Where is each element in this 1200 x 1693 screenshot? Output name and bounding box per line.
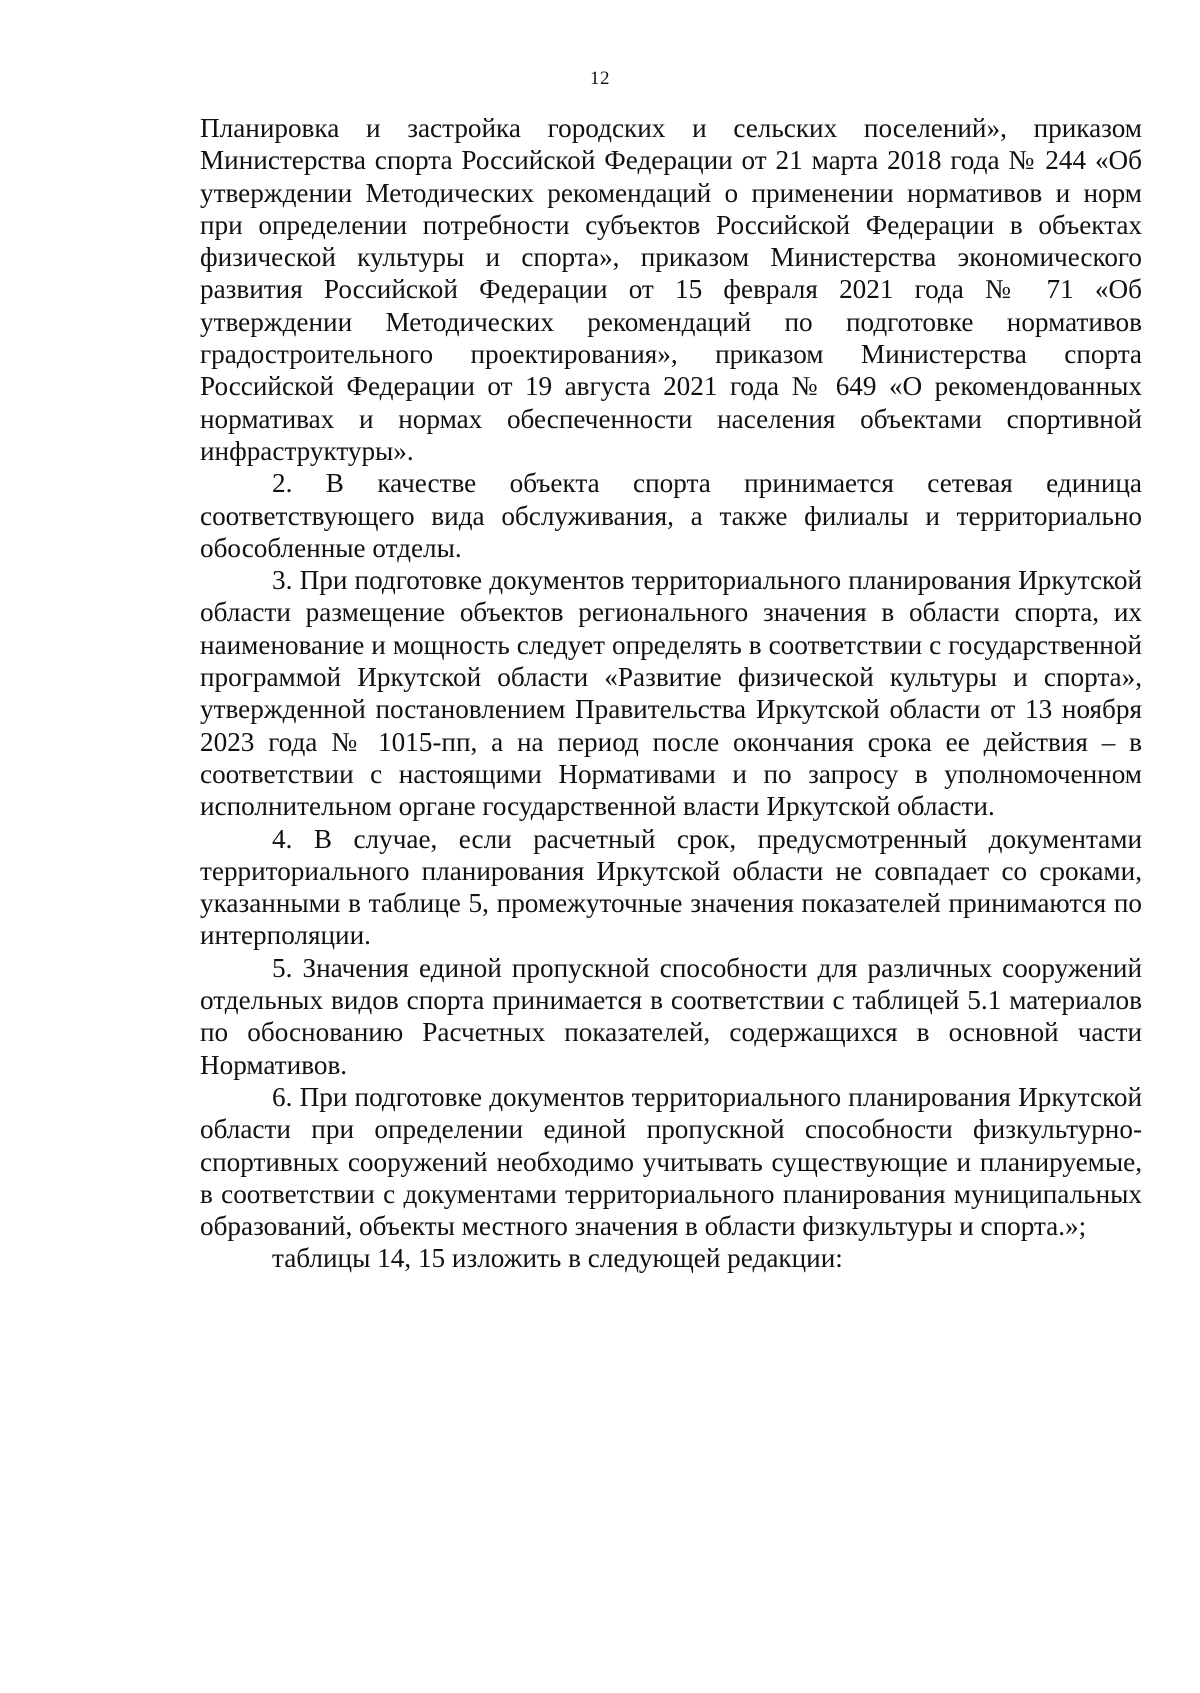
paragraph-item-6: 6. При подготовке документов территориального планирования Иркутской области при определении единой пропускной способности физкультурно-спортивных сооружений необходимо учитывать существующие и планируемые, в соответствии с документами территориального планирования муниципальных образований, объекты местного значения в области физкультуры и спорта.»; [200, 1081, 1142, 1242]
paragraph-tables-note: таблицы 14, 15 изложить в следующей редакции: [272, 1243, 843, 1274]
paragraph-item-5: 5. Значения единой пропускной способности для различных сооружений отдельных видов спорта принимается в соответствии с таблицей 5.1 материалов по обоснованию Расчетных показателей, содержащихся в основной части Нормативов. [200, 952, 1142, 1080]
paragraph-item-2: 2. В качестве объекта спорта принимается сетевая единица соответствующего вида обслуживания, а также филиалы и территориально обособленные отделы. [200, 468, 1142, 563]
paragraph-item-3: 3. При подготовке документов территориального планирования Иркутской области размещение объектов регионального значения в области спорта, их наименование и мощность следует определять в соответствии с государственной программой Иркутской области «Развитие физической культуры и спорта», утвержденной постановлением Правительства Иркутской области от 13 ноября 2023 года № 1015-пп, а на период после окончания срока ее действия – в соответствии с настоящими Нормативами и по запросу в уполномоченном исполнительном органе государственной власти Иркутской области. [200, 565, 1142, 822]
paragraph-continuation: Планировка и застройка городских и сельских поселений», приказом Министерства спорта Российской Федерации от 21 марта 2018 года № 244 «Об утверждении Методических рекомендаций о применении нормативов и норм при определении потребности субъектов Российской Федерации в объектах физической культуры и спорта», приказом Министерства экономического развития Российской Федерации от 15 февраля 2021 года № 71 «Об утверждении Методических рекомендаций по подготовке нормативов градостроительного проектирования», приказом Министерства спорта Российской Федерации от 19 августа 2021 года № 649 «О рекомендованных нормативах и нормах обеспеченности населения объектами спортивной инфраструктуры». [200, 113, 1142, 466]
paragraph-item-4: 4. В случае, если расчетный срок, предусмотренный документами территориального планирования Иркутской области не совпадает со сроками, указанными в таблице 5, промежуточные значения показателей принимаются по интерполяции. [200, 823, 1142, 951]
page-number: 12 [590, 68, 610, 89]
document-body [200, 112, 1142, 1275]
